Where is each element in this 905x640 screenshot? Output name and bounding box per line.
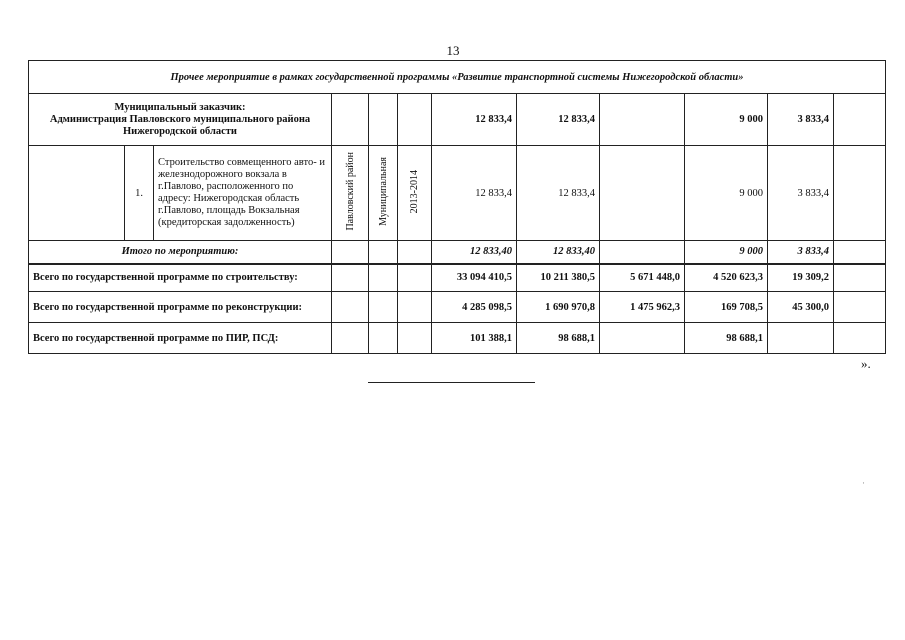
item-number: 1.	[125, 146, 154, 241]
total-label: Итого по мероприятию:	[29, 241, 332, 264]
total-value-col2: 12 833,40	[517, 241, 600, 264]
summary-label-pir: Всего по государственной программе по ПИР, ПСД:	[29, 323, 332, 354]
item-period: 2013-2014	[409, 169, 420, 214]
summary-construction-col5: 19 309,2	[768, 264, 834, 292]
item-district: Павловский район	[344, 152, 356, 231]
summary-construction-col3: 5 671 448,0	[600, 264, 685, 292]
page-number: 13	[446, 43, 460, 58]
customer-value-col5: 3 833,4	[768, 94, 834, 146]
item-value-col2: 12 833,4	[517, 146, 600, 241]
item-value-col5: 3 833,4	[768, 146, 834, 241]
summary-construction-col2: 10 211 380,5	[517, 264, 600, 292]
scan-speck: ·	[862, 478, 865, 488]
summary-reconstruction-col5: 45 300,0	[768, 292, 834, 323]
item-description: Строительство совмещенного авто- и железнодорожного вокзала в г.Павлово, расположенного по адресу: Нижегородская область г.Павлово, площадь Вокзальная (кредиторская задолженность)	[154, 146, 332, 241]
item-value-col4: 9 000	[685, 146, 768, 241]
item-value-col3	[600, 146, 685, 241]
summary-row-pir	[29, 323, 886, 354]
customer-value-col3	[600, 94, 685, 146]
summary-construction-col4: 4 520 623,3	[685, 264, 768, 292]
summary-label-reconstruction: Всего по государственной программе по реконструкции:	[29, 292, 332, 323]
summary-reconstruction-col2: 1 690 970,8	[517, 292, 600, 323]
summary-row-reconstruction	[29, 292, 886, 323]
separator-line	[368, 382, 535, 383]
item-ownership: Муниципальная	[377, 157, 389, 226]
customer-value-total: 12 833,4	[432, 94, 517, 146]
summary-label-construction: Всего по государственной программе по строительству:	[29, 264, 332, 292]
item-value-total: 12 833,4	[432, 146, 517, 241]
summary-pir-total: 101 388,1	[432, 323, 517, 354]
table-title: Прочее мероприятие в рамках государственной программы «Развитие транспортной системы Нижегородской области»	[29, 61, 886, 94]
closing-quote-mark: ».	[861, 356, 871, 371]
customer-value-col2: 12 833,4	[517, 94, 600, 146]
total-row	[29, 241, 886, 264]
table-title-row	[29, 61, 886, 94]
summary-construction-total: 33 094 410,5	[432, 264, 517, 292]
customer-label: Муниципальный заказчик: Администрация Павловского муниципального района Нижегородской области	[29, 94, 332, 146]
summary-pir-col5	[768, 323, 834, 354]
summary-reconstruction-col4: 169 708,5	[685, 292, 768, 323]
total-value-col4: 9 000	[685, 241, 768, 264]
total-value-col3	[600, 241, 685, 264]
total-value-total: 12 833,40	[432, 241, 517, 264]
summary-reconstruction-total: 4 285 098,5	[432, 292, 517, 323]
program-table	[28, 60, 886, 354]
summary-row-construction	[29, 264, 886, 292]
customer-row	[29, 94, 886, 146]
customer-value-col4: 9 000	[685, 94, 768, 146]
summary-pir-col3	[600, 323, 685, 354]
summary-reconstruction-col3: 1 475 962,3	[600, 292, 685, 323]
summary-pir-col4: 98 688,1	[685, 323, 768, 354]
item-row	[29, 146, 886, 241]
summary-pir-col2: 98 688,1	[517, 323, 600, 354]
total-value-col5: 3 833,4	[768, 241, 834, 264]
